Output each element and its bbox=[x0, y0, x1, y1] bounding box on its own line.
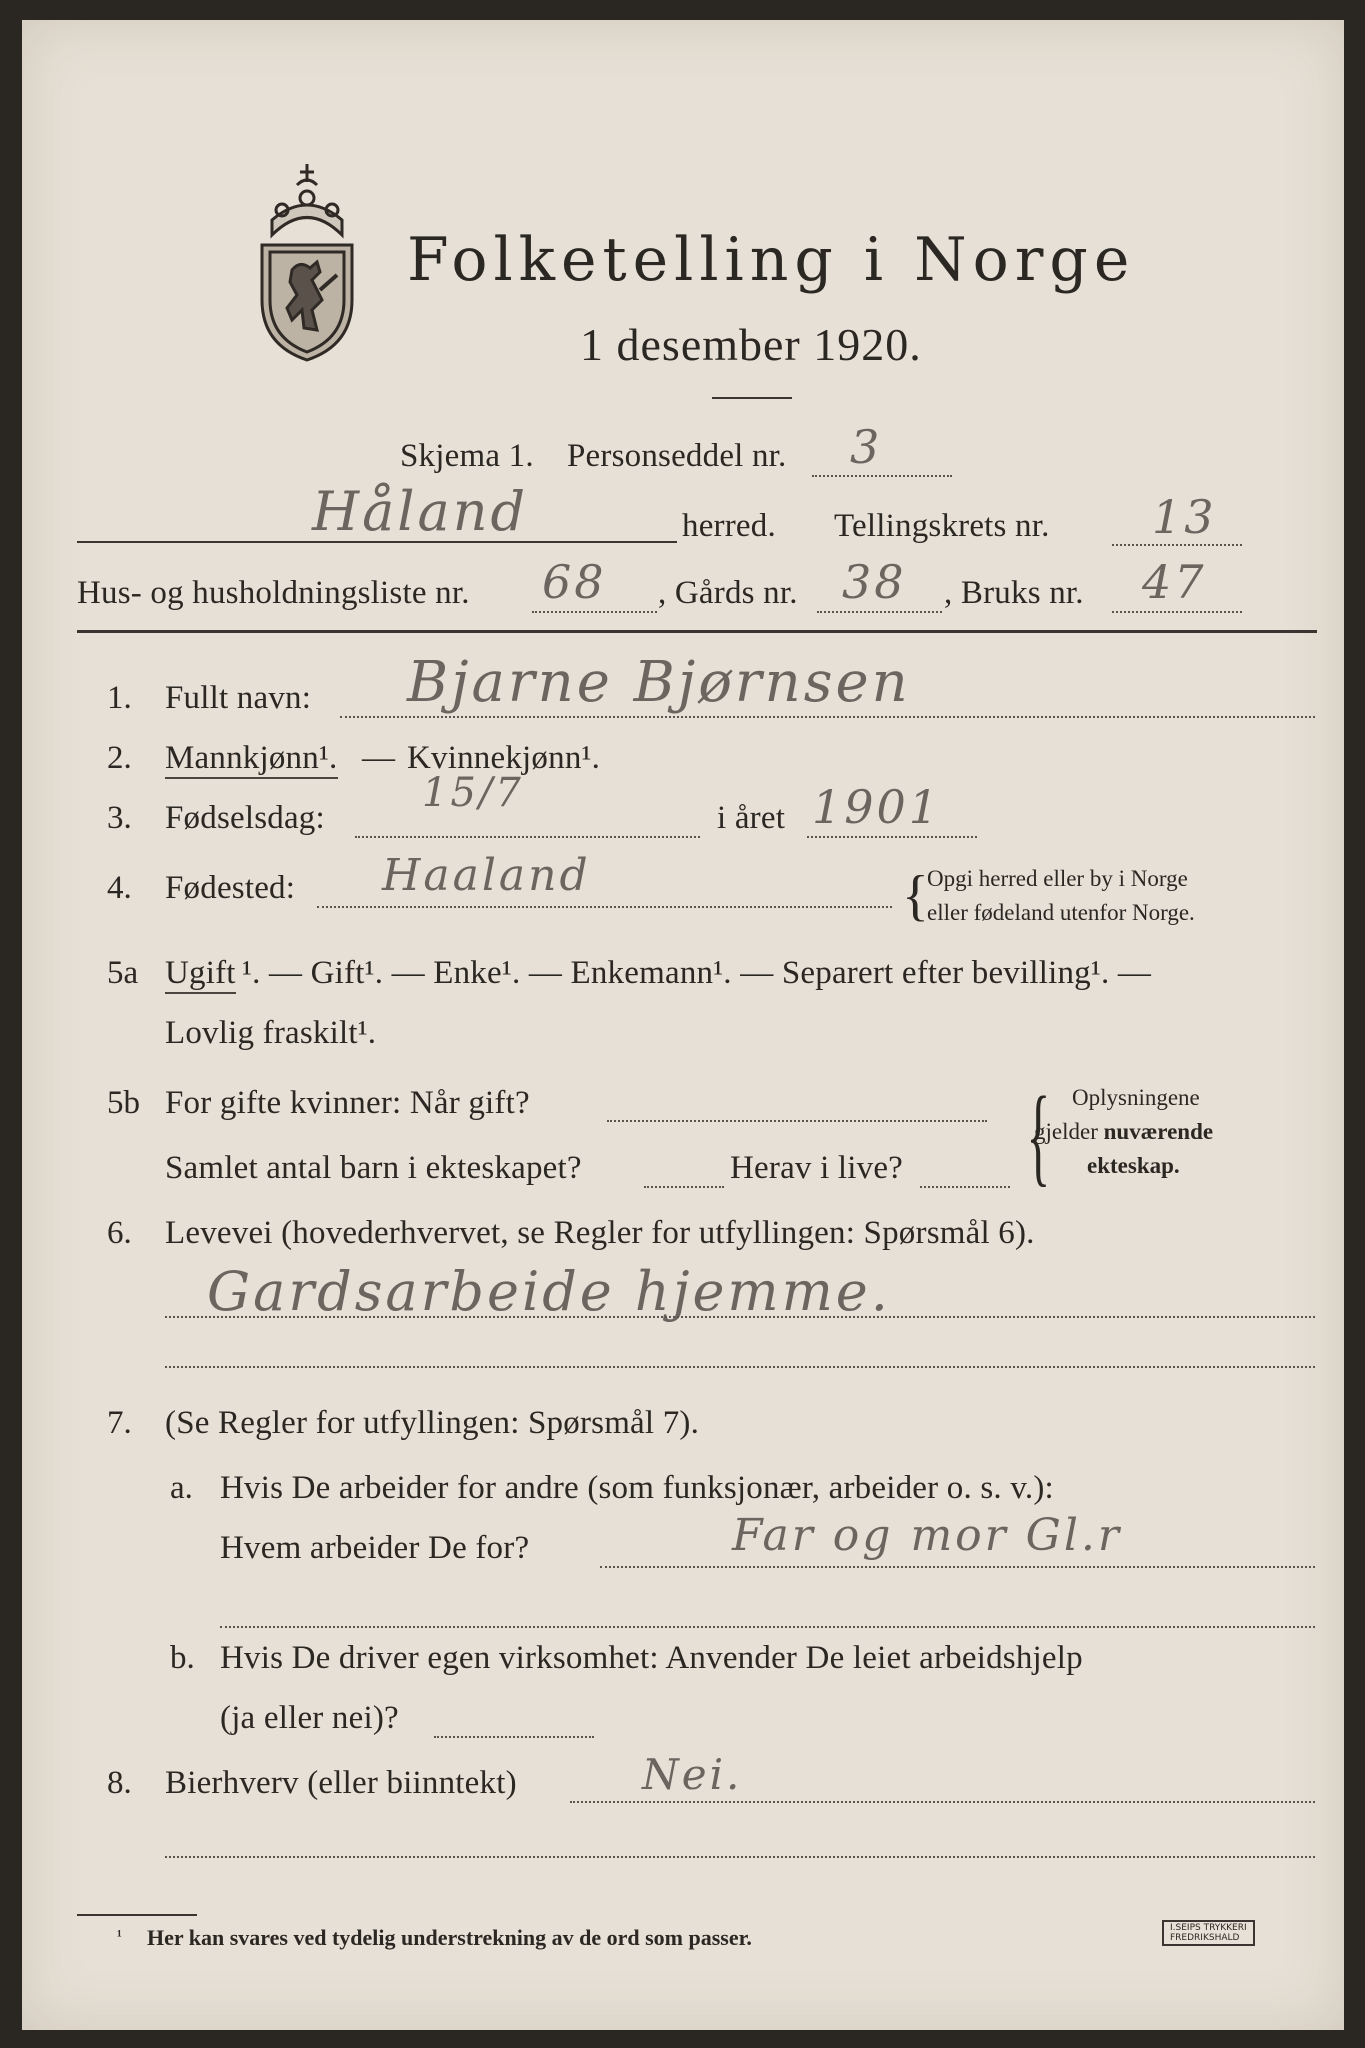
gards-label: , Gårds nr. bbox=[658, 575, 798, 611]
bruks-label: , Bruks nr. bbox=[944, 575, 1084, 611]
q8-line2 bbox=[165, 1856, 1315, 1858]
q5b-brace: { bbox=[1026, 1074, 1051, 1196]
marital-ugift: Ugift bbox=[165, 955, 236, 994]
occupation-value: Gardsarbeide hjemme. bbox=[207, 1260, 891, 1323]
q8-number: 8. bbox=[107, 1765, 132, 1801]
hus-value: 68 bbox=[542, 555, 607, 609]
q5b-label1: For gifte kvinner: Når gift? bbox=[165, 1085, 530, 1121]
personseddel-value: 3 bbox=[850, 420, 883, 474]
q7a-label2: Hvem arbeider De for? bbox=[220, 1530, 530, 1566]
q6-line2 bbox=[165, 1366, 1315, 1368]
census-form-sheet bbox=[22, 20, 1344, 2030]
q5b-label2: Samlet antal barn i ekteskapet? bbox=[165, 1150, 582, 1186]
q8-line1 bbox=[570, 1801, 1315, 1803]
q1-label: Fullt navn: bbox=[165, 680, 312, 716]
q5b-note-line2a: gjelder bbox=[1034, 1119, 1104, 1144]
footnote-mark: ¹ bbox=[117, 1928, 122, 1945]
q3-year-line bbox=[807, 836, 977, 838]
q5a-number: 5a bbox=[107, 955, 139, 991]
employer-value: Far og mor Gl.r bbox=[732, 1510, 1122, 1561]
gender-male: Mannkjønn¹. bbox=[165, 740, 338, 779]
gender-separator: — bbox=[362, 740, 396, 776]
coat-of-arms-icon bbox=[242, 160, 372, 365]
tellingskrets-label: Tellingskrets nr. bbox=[834, 508, 1050, 544]
footnote-rule bbox=[77, 1914, 197, 1916]
q7b-label2: (ja eller nei)? bbox=[220, 1700, 399, 1736]
q5b-number: 5b bbox=[107, 1085, 140, 1121]
bruks-line bbox=[1112, 611, 1242, 613]
q4-note-line2: eller fødeland utenfor Norge. bbox=[927, 900, 1195, 925]
tellingskrets-value: 13 bbox=[1152, 490, 1217, 544]
q1-line bbox=[340, 716, 1315, 718]
q6-line1 bbox=[165, 1316, 1315, 1318]
side-income-value: Nei. bbox=[642, 1750, 743, 1799]
printer-stamp bbox=[1162, 1920, 1255, 1946]
q5b-note-line3: ekteskap. bbox=[1087, 1153, 1180, 1178]
printer-stamp-line1: I.SEIPS TRYKKERI bbox=[1170, 1923, 1247, 1933]
q5b-line2 bbox=[644, 1186, 724, 1188]
q3-number: 3. bbox=[107, 800, 132, 836]
q5b-label3: Herav i live? bbox=[730, 1150, 904, 1186]
q7a-line1 bbox=[600, 1566, 1315, 1568]
herred-label: herred. bbox=[682, 508, 776, 544]
q7-number: 7. bbox=[107, 1405, 132, 1441]
marital-options-line2: Lovlig fraskilt¹. bbox=[165, 1015, 377, 1051]
q7b-label: Hvis De driver egen virksomhet: Anvender De leiet arbeidshjelp bbox=[220, 1640, 1083, 1676]
q4-number: 4. bbox=[107, 870, 132, 906]
q5b-line1 bbox=[607, 1120, 987, 1122]
birthplace-value: Haaland bbox=[382, 850, 591, 901]
q3-year-label: i året bbox=[717, 800, 786, 836]
q2-number: 2. bbox=[107, 740, 132, 776]
bruks-value: 47 bbox=[1142, 555, 1207, 609]
q5b-line3 bbox=[920, 1186, 1010, 1188]
q4-note-line1: Opgi herred eller by i Norge bbox=[927, 866, 1188, 891]
q5b-note-line2 bbox=[1034, 1119, 1213, 1145]
full-name-value: Bjarne Bjørnsen bbox=[407, 650, 911, 715]
q6-number: 6. bbox=[107, 1215, 132, 1251]
title-divider bbox=[712, 397, 792, 399]
q3-line bbox=[355, 836, 700, 838]
q6-label: Levevei (hovederhvervet, se Regler for utfyllingen: Spørsmål 6). bbox=[165, 1215, 1035, 1251]
birthday-value: 15/7 bbox=[422, 770, 524, 816]
header-separator bbox=[77, 630, 1317, 633]
hus-line bbox=[532, 611, 657, 613]
q7-label: (Se Regler for utfyllingen: Spørsmål 7). bbox=[165, 1405, 700, 1441]
q4-label: Fødested: bbox=[165, 870, 296, 906]
q8-label: Bierhverv (eller biinntekt) bbox=[165, 1765, 517, 1801]
footnote-text: Her kan svares ved tydelig understrekning av de ord som passer. bbox=[147, 1925, 752, 1950]
census-date: 1 desember 1920. bbox=[580, 319, 922, 370]
q7a-line2 bbox=[220, 1626, 1315, 1628]
tellingskrets-line bbox=[1112, 544, 1242, 546]
schema-label: Skjema 1. bbox=[400, 438, 534, 474]
birth-year-value: 1901 bbox=[812, 780, 942, 834]
gender-female: Kvinnekjønn¹. bbox=[407, 740, 601, 776]
gards-line bbox=[817, 611, 942, 613]
personseddel-label: Personseddel nr. bbox=[567, 438, 787, 474]
gards-value: 38 bbox=[842, 555, 907, 609]
form-title: Folketelling i Norge bbox=[407, 225, 1136, 295]
marital-options: ¹. — Gift¹. — Enke¹. — Enkemann¹. — Separert efter bevilling¹. — bbox=[242, 955, 1152, 991]
herred-value: Håland bbox=[312, 480, 529, 543]
q5b-note-line2b: nuværende bbox=[1103, 1119, 1214, 1144]
q7a-letter: a. bbox=[170, 1470, 193, 1506]
q7b-line bbox=[434, 1736, 594, 1738]
q1-number: 1. bbox=[107, 680, 132, 716]
q3-label: Fødselsdag: bbox=[165, 800, 325, 836]
q4-line bbox=[317, 906, 892, 908]
printer-stamp-line2: FREDRIKSHALD bbox=[1170, 1933, 1240, 1943]
q7a-label: Hvis De arbeider for andre (som funksjonær, arbeider o. s. v.): bbox=[220, 1470, 1054, 1506]
q7b-letter: b. bbox=[170, 1640, 195, 1676]
q5b-note-line1: Oplysningene bbox=[1072, 1085, 1200, 1110]
hus-label: Hus- og husholdningsliste nr. bbox=[77, 575, 470, 611]
personseddel-line bbox=[812, 475, 952, 477]
q4-brace: { bbox=[902, 865, 929, 927]
